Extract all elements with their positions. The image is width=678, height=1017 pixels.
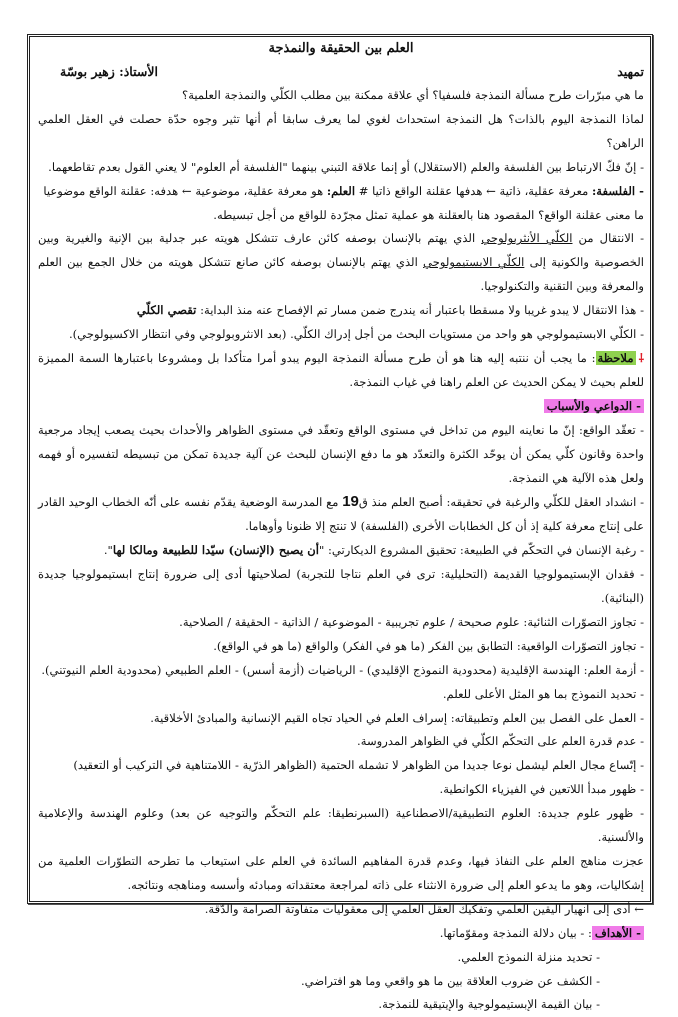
philosophy-text: معرفة عقلية، ذاتية ← هدفها عقلنة الواقع ذاتيا #	[355, 183, 592, 198]
text: مع المدرسة الوضعية يقدّم نفسه على أنّه الخطاب الوحيد القادر على إنتاج معرفة كلية إذ أن كل الخطابات الأخرى (الفلسفة) لا تنتج إلا ظنونا وأوهاما.	[38, 495, 644, 534]
text: - هذا الانتقال لا يبدو غريبا ولا مسقطا باعتبار أنه يندرج ضمن مسار تم الإفصاح عنه منذ البداية:	[196, 303, 644, 318]
text: - الانتقال من	[572, 231, 645, 246]
causes-heading-row	[38, 395, 644, 419]
teacher-name: الأستاذ: زهير بوسّة	[60, 64, 158, 79]
note-label: ملاحظة	[597, 350, 634, 365]
text: ".	[103, 543, 113, 558]
cause-item: - تجاوز التصوّرات الثنائية: علوم صحيحة / علوم تجريبية - الموضوعية / الذاتية - الحقيقة / الصلاحية.	[179, 614, 644, 629]
cause-item: ← أدى إلى انهيار اليقين العلمي وتفكيك العقل العلمي إلى معقوليات متفاوتة الصرامة والدّقة.	[204, 901, 644, 916]
cause-item	[38, 539, 644, 563]
cause-item	[38, 490, 644, 539]
section-intro-heading: تمهيد	[617, 64, 644, 79]
header-row	[38, 60, 644, 84]
note-text: : ما يجب أن ننتبه إليه هنا هو أن طرح مسألة النمذجة اليوم يبدو أمرا متأكدا بل ومشروعا باعتبارها السمة المميزة للعلم بحيث لا يمكن الحديث عن العلم راهنا في غياب النمذجة.	[38, 350, 644, 389]
goals-heading: - الأهداف	[592, 926, 644, 940]
note-paragraph	[38, 347, 644, 395]
cause-item: - فقدان الإبستيمولوجيا القديمة (التحليلية: ترى في العلم نتاجا للتجربة) لصلاحيتها أدى إلى ضرورة إنتاج ابستيمولوجيا جديدة (البنائية).	[38, 567, 644, 606]
descartes-quote: أن يصبح (الإنسان) سيّدا للطبيعة ومالكا لها	[112, 543, 319, 558]
cause-item: - ظهور مبدأ اللاتعين في الفيزياء الكوانطية.	[439, 782, 644, 797]
rationalization-paragraph: ما معنى عقلنة الواقع؟ المقصود هنا بالعقلنة هو عملية تمثل مجرّدة للواقع من أجل تبسيطه.	[213, 207, 644, 222]
universal-inquiry: تقصي الكلّي	[136, 303, 197, 318]
text: - رغبة الإنسان في التحكّم في الطبيعة: تحقيق المشروع الديكارتي: "	[318, 543, 644, 558]
intro-paragraph: لماذا النمذجة اليوم بالذات؟ هل النمذجة استحداث لغوي لما يعرف سابقا أم أنها تثير وجوه حدّة حصلت في العقل العلمي الراهن؟	[38, 111, 644, 150]
epistemic-paragraph: - الكلّي الابستيمولوجي هو واحد من مستويات البحث من أجل إدراك الكلّي. (بعد الانثروبولوجي وفي انتظار الاكسيولوجي).	[68, 327, 644, 342]
not-strange-paragraph	[38, 299, 644, 323]
dagger-icon: ⸸	[638, 350, 644, 365]
philosophy-vs-science	[38, 180, 644, 204]
philosophy-label: - الفلسفة:	[591, 183, 644, 198]
goals-row: - الأهداف: - بيان دلالة النمذجة ومقوّماتها.	[38, 922, 644, 946]
document-body	[38, 38, 644, 1017]
transition-paragraph	[38, 227, 644, 299]
goal-item: - بيان القيمة الإبستيمولوجية والإيتيقية للنمذجة.	[378, 997, 600, 1012]
intro-paragraph: ما هي مبرّرات طرح مسألة النمذجة فلسفيا؟ أي علاقة ممكنة بين مطلب الكلّي والنمذجة العلمية؟	[182, 88, 644, 102]
cause-item: عجزت مناهج العلم على النفاذ فيها، وعدم قدرة المفاهيم السائدة في العلم على استيعاب ما تطرحه التطوّرات العلمية من إشكاليات، وهو ما يدعو العلم إلى ضرورة الانثناء على ذاته لمراجعة معتقداته ومبادئه وأسسه ومناهجه ونتائجه.	[38, 854, 644, 892]
text: الذي يهتم بالإنسان بوصفه كائن صانع تتشكل هويته من خلال الجمع بين العلم والمعرفة وبين التقنية والتكنولوجيا.	[38, 255, 644, 294]
cause-item: - العمل على الفصل بين العلم وتطبيقاته: إسراف العلم في الحياد تجاه القيم الإنسانية والمبادئ الأخلاقية.	[150, 710, 644, 725]
cause-item: - إتّساع مجال العلم ليشمل نوعا جديدا من الظواهر لا تشمله الحتمية (الظواهر الذرّية - اللامتناهية في التركيب أو التعقيد)	[73, 758, 644, 773]
science-text: هو معرفة عقلية، موضوعية ← هدفه: عقلنة الواقع موضوعيا	[43, 183, 327, 198]
goal-item: - الكشف عن ضروب العلاقة بين ما هو واقعي وما هو افتراضي.	[300, 973, 600, 988]
cause-item: - تحديد النموذج بما هو المثل الأعلى للعلم.	[442, 686, 644, 701]
epistemological-universal: الكلّي الابستيمولوجي	[423, 255, 525, 270]
text: الذي يهتم بالإنسان بوصفه كائن عارف تتشكل هويته عبر جدلية بين الإنية والغيرية وبين الخصوصية والكونية إلى	[38, 231, 644, 270]
cause-item: - تعقّد الواقع: إنّ ما نعاينه اليوم من تداخل في مستوى الواقع وتعقّد في مستوى الظواهر والأحداث بحيث يصعب إيجاد مرجعية واحدة وقانون كلّي يمكن أن يوحّد الكثرة والتعدّد هو ما دفع الإنسان للبحث عن آلية جديدة تمكن من تبسيطه لتفسيره أو فهمه ولعل هذه الآلية هي النمذجة.	[38, 422, 644, 485]
cause-item: - ظهور علوم جديدة: العلوم التطبيقية/الاصطناعية (السبرنطيقا: علم التحكّم والتوجيه عن بعد) وعلوم الهندسة والإعلامية والألسنية.	[38, 806, 644, 845]
causes-heading: - الدواعي والأسباب	[544, 399, 644, 413]
science-label: العلم:	[326, 183, 356, 198]
anthropological-universal: الكلّي الأنثربولوجي	[481, 231, 573, 246]
cause-item: - عدم قدرة العلم على التحكّم الكلّي في الظواهر المدروسة.	[357, 734, 644, 749]
goal-item: - تحديد منزلة النموذج العلمي.	[457, 949, 600, 964]
century-number: 19	[342, 493, 359, 511]
text: - انشداد العقل للكلّي والرغبة في تحقيقه: أصبح العلم منذ ق	[358, 495, 644, 510]
cause-item: - تجاوز التصوّرات الواقعية: التطابق بين الفكر (ما هو في الفكر) والواقع (ما هو في الواقع).	[213, 638, 644, 653]
intro-paragraph: - إنّ فكّ الارتباط بين الفلسفة والعلم (الاستقلال) أو إنما علاقة التبني بينهما "الفلسفة أم العلوم" لا يعني القول بعدم تقاطعهما.	[48, 159, 644, 174]
page-title: العلم بين الحقيقة والنمذجة	[268, 41, 414, 56]
cause-item: - أزمة العلم: الهندسة الإقليدية (محدودية النموذج الإقليدي) - الرياضيات (أزمة أسس) - العلم الطبيعي (محدودية العلم النيوتني).	[41, 662, 644, 677]
goal-item: - بيان دلالة النمذجة ومقوّماتها.	[439, 925, 585, 940]
